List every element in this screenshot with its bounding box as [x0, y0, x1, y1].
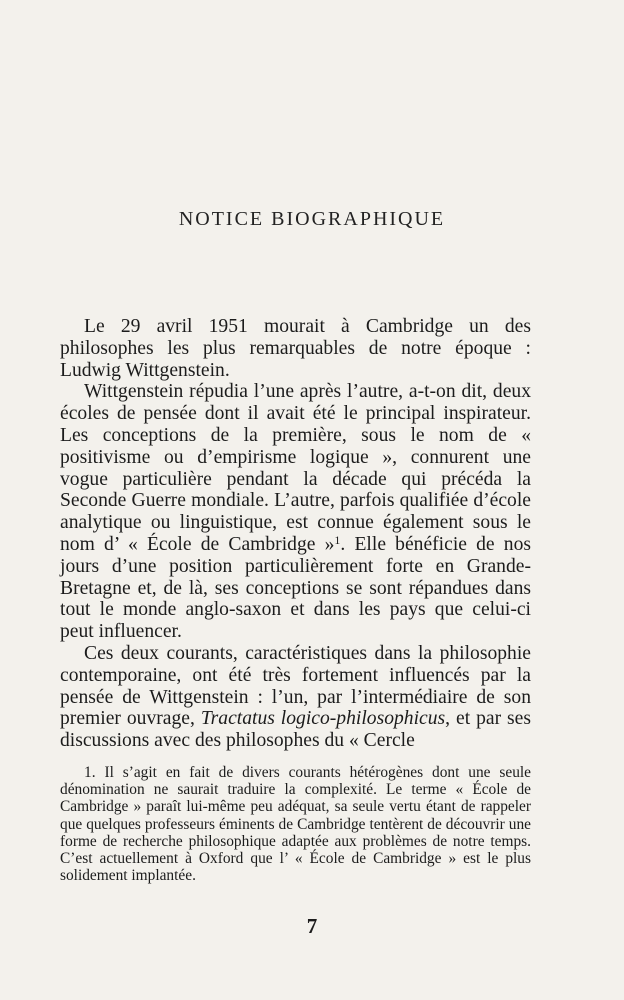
- footnote-text: 1. Il s’agit en fait de divers courants hétérogènes dont une seule dénomination ne saurait traduire la complexité. Le terme « École de Cambridge » paraît lui-même peu adéquat, sa seule vertu étant de rappeler que quelques professeurs éminents de Cambridge tentèrent de découvrir une forme de recherche philosophique adaptée aux problèmes de notre temps. C’est actuellement à Oxford que l’ « École de Cambridge » est le plus solidement implantée.: [60, 764, 531, 885]
- paragraph-2-text-a: Wittgenstein répudia l’une après l’autre, a-t-on dit, deux écoles de pensée dont il avait été le principal inspirateur. Les conceptions de la première, sous le nom de « positivisme ou d’empirisme logique », connurent une vogue particulière pendant la décade qui précéda la Seconde Guerre mondiale. L’autre, parfois qualifiée d’école analytique ou linguistique, est connue également sous le nom d’ « École de Cambridge »: [60, 381, 531, 555]
- page-number: 7: [306, 914, 318, 938]
- paragraph-3-text-b: , et par ses discussions avec des philosophes du « Cercle: [60, 708, 532, 752]
- paragraph-2: [60, 381, 531, 643]
- book-title-tractatus: Tractatus logico-philosophicus: [200, 708, 446, 730]
- paragraph-3: [60, 643, 531, 752]
- footnote: [60, 764, 531, 884]
- paragraph-2-text-b: . Elle bénéficie de nos jours d’une position particulièrement forte en Grande-Bretagne et, de là, ses conceptions se sont répandues dans tout le monde anglo-saxon et dans les pays que celui-ci peut influencer.: [60, 533, 531, 643]
- body-text: [60, 316, 531, 752]
- paragraph-3-text-a: Ces deux courants, caractéristiques dans la philosophie contemporaine, ont été très fortement influencés par la pensée de Wittgenstein : l’un, par l’intermédiaire de son premier ouvrage,: [60, 642, 531, 730]
- chapter-title: NOTICE BIOGRAPHIQUE: [178, 208, 446, 230]
- footnote-reference: 1: [334, 532, 341, 547]
- paragraph-1: Le 29 avril 1951 mourait à Cambridge un des philosophes les plus remarquables de notre époque : Ludwig Wittgenstein.: [60, 316, 531, 381]
